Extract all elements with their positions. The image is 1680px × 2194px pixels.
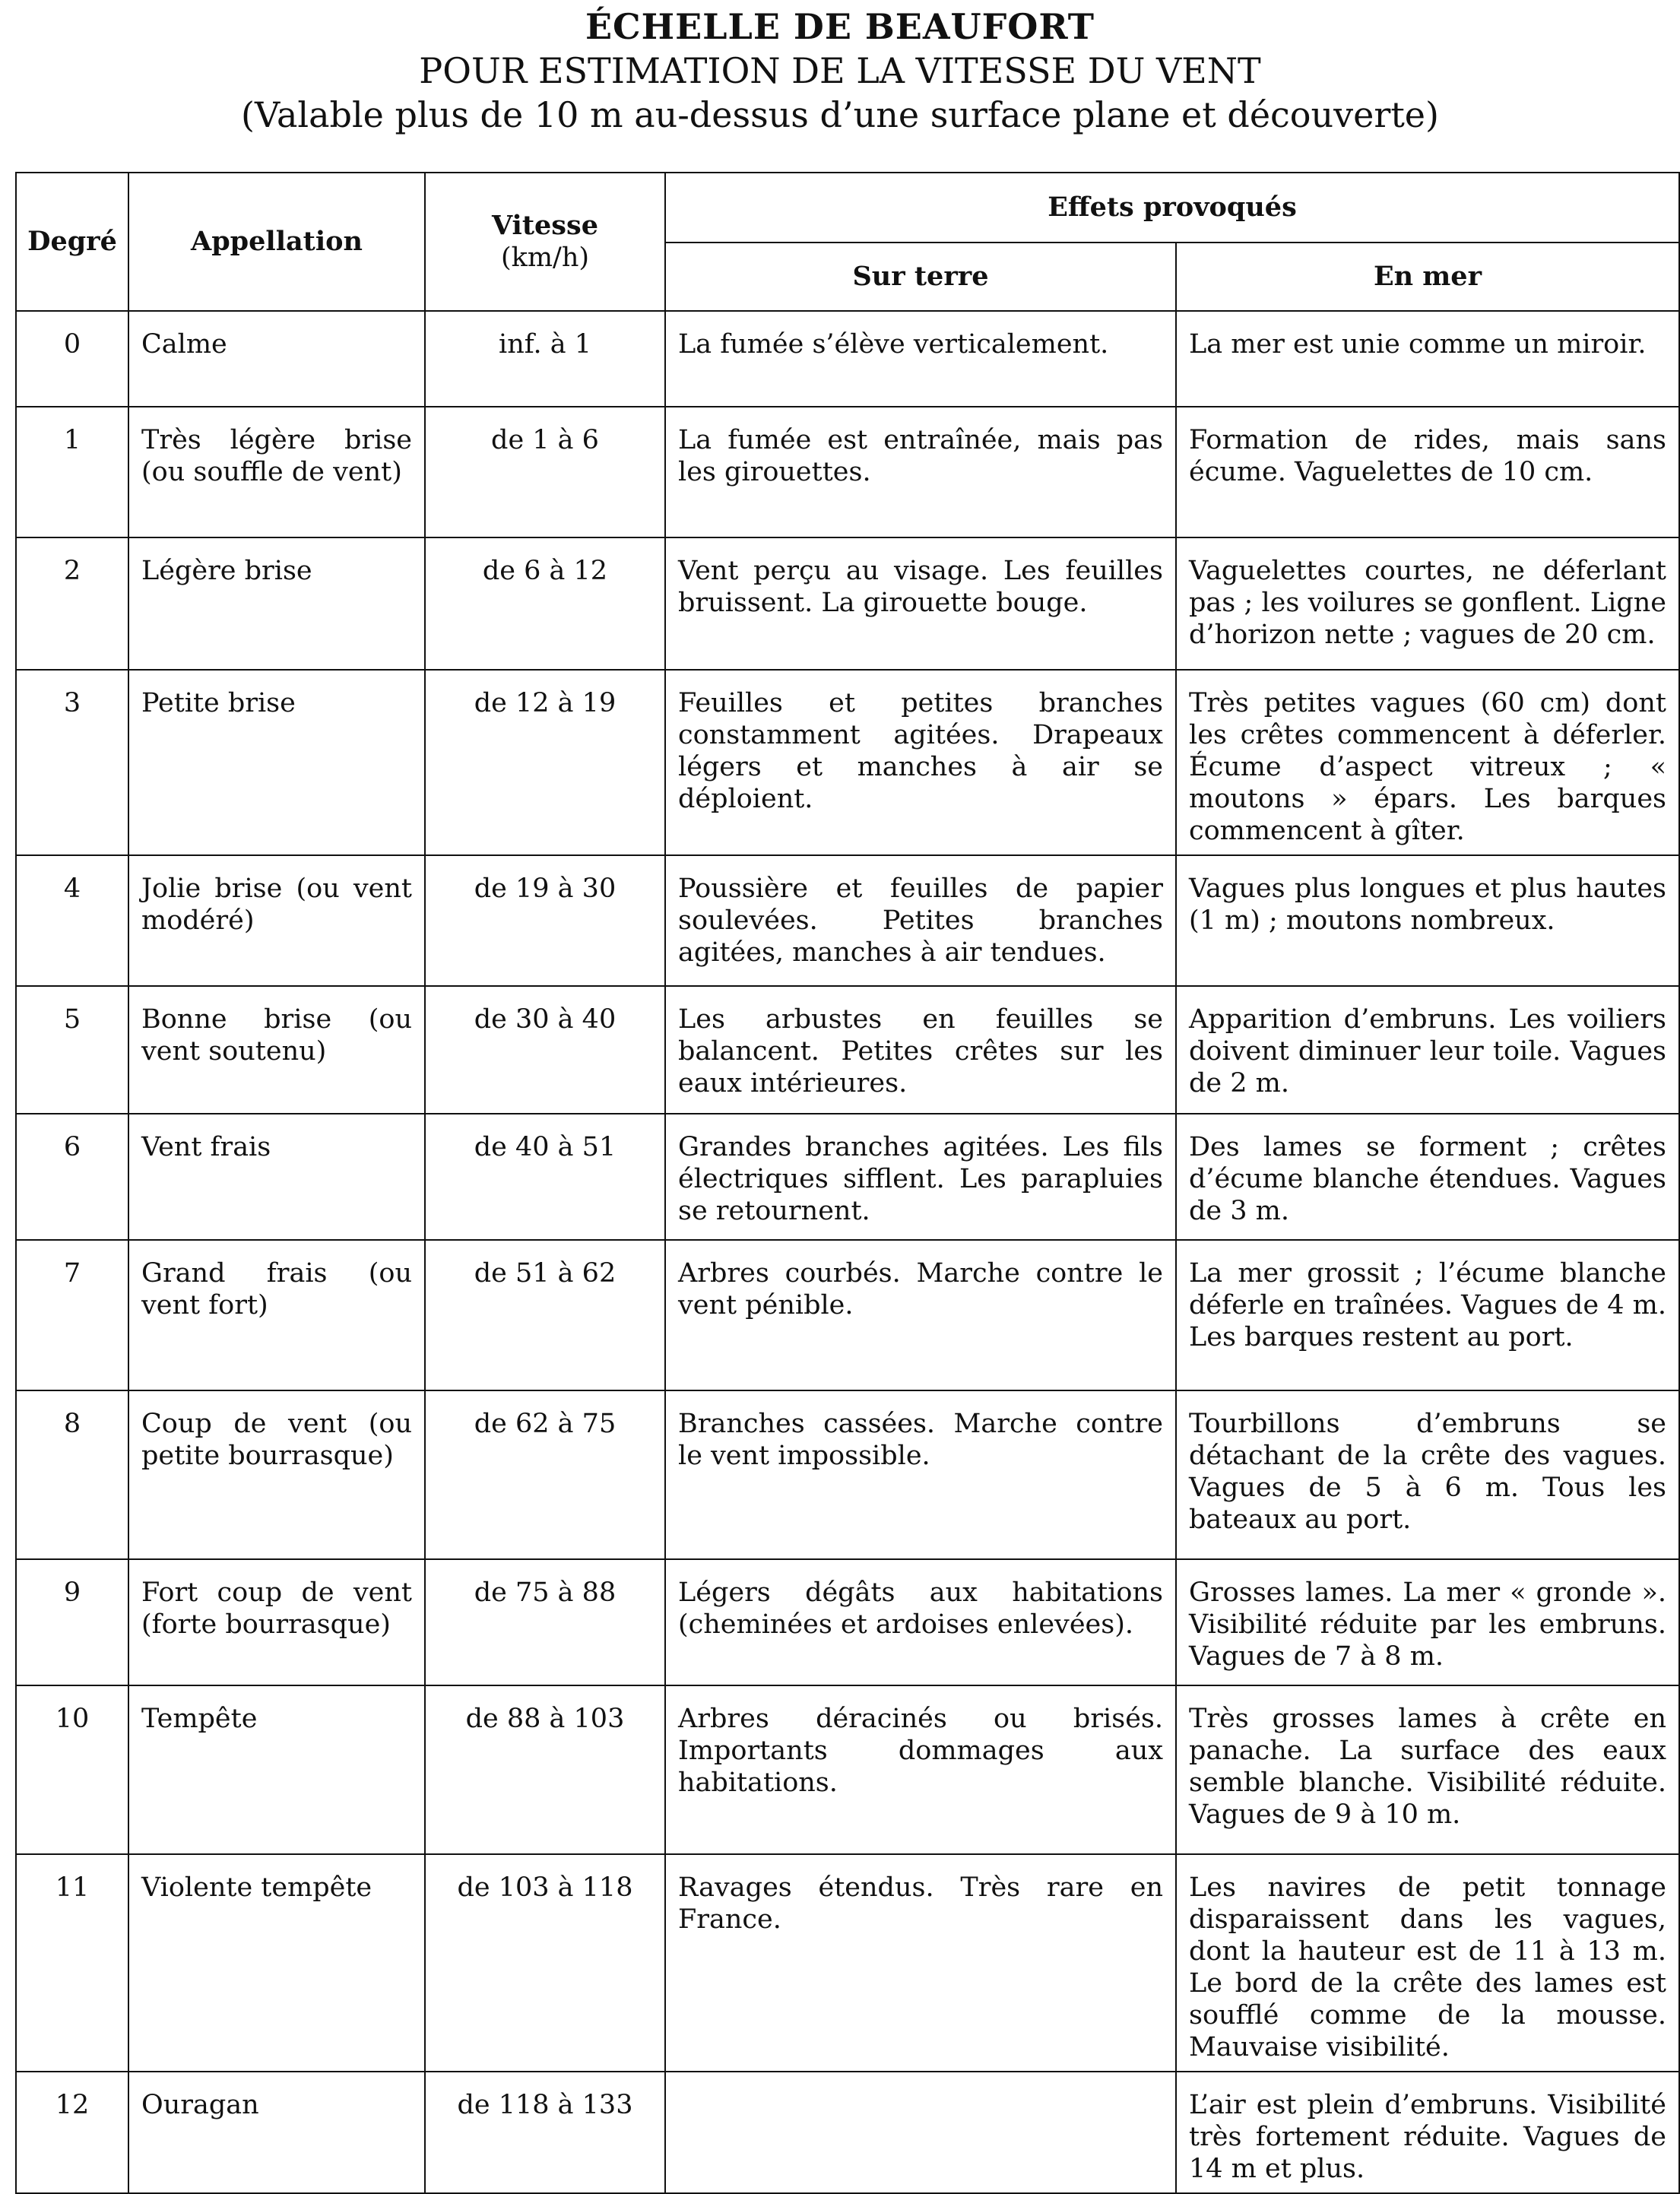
header-vitesse-unit: (km/h)	[500, 243, 590, 273]
cell-degre: 8	[16, 1390, 128, 1559]
cell-en-mer: Grosses lames. La mer « gronde ». Visibilité réduite par les embruns. Vagues de 7 à 8 m.	[1176, 1559, 1679, 1685]
table-row	[16, 2072, 1679, 2193]
cell-vitesse: de 12 à 19	[425, 670, 665, 855]
table-row	[16, 855, 1679, 986]
cell-degre: 6	[16, 1114, 128, 1240]
table-row	[16, 1854, 1679, 2072]
table-row	[16, 1114, 1679, 1240]
cell-degre: 2	[16, 537, 128, 670]
cell-appellation: Coup de vent (ou petite bourrasque)	[128, 1390, 425, 1559]
cell-appellation: Violente tempête	[128, 1854, 425, 2072]
cell-en-mer: Vagues plus longues et plus hautes (1 m) ; moutons nombreux.	[1176, 855, 1679, 986]
cell-sur-terre: La fumée est entraînée, mais pas les girouettes.	[665, 407, 1176, 537]
cell-sur-terre: Feuilles et petites branches constamment agitées. Drapeaux légers et manches à air se déploient.	[665, 670, 1176, 855]
table-row	[16, 670, 1679, 855]
header-vitesse	[425, 173, 665, 311]
cell-appellation: Grand frais (ou vent fort)	[128, 1240, 425, 1390]
cell-degre: 0	[16, 311, 128, 407]
cell-vitesse: de 75 à 88	[425, 1559, 665, 1685]
cell-appellation: Bonne brise (ou vent soutenu)	[128, 986, 425, 1114]
cell-en-mer: La mer est unie comme un miroir.	[1176, 311, 1679, 407]
cell-sur-terre: Arbres déracinés ou brisés. Importants dommages aux habitations.	[665, 1685, 1176, 1854]
cell-en-mer: Des lames se forment ; crêtes d’écume blanche étendues. Vagues de 3 m.	[1176, 1114, 1679, 1240]
cell-sur-terre: Arbres courbés. Marche contre le vent pénible.	[665, 1240, 1176, 1390]
cell-sur-terre: La fumée s’élève verticalement.	[665, 311, 1176, 407]
cell-sur-terre: Branches cassées. Marche contre le vent impossible.	[665, 1390, 1176, 1559]
title-line-2: POUR ESTIMATION DE LA VITESSE DU VENT	[419, 50, 1261, 91]
cell-vitesse: de 62 à 75	[425, 1390, 665, 1559]
cell-sur-terre: Ravages étendus. Très rare en France.	[665, 1854, 1176, 2072]
table-row	[16, 311, 1679, 407]
table-row	[16, 1240, 1679, 1390]
cell-vitesse: de 103 à 118	[425, 1854, 665, 2072]
cell-en-mer: Apparition d’embruns. Les voiliers doivent diminuer leur toile. Vagues de 2 m.	[1176, 986, 1679, 1114]
cell-degre: 4	[16, 855, 128, 986]
cell-appellation: Jolie brise (ou vent modéré)	[128, 855, 425, 986]
header-vitesse-label: Vitesse	[492, 210, 598, 241]
table-row	[16, 1685, 1679, 1854]
table-body	[16, 311, 1679, 2193]
cell-vitesse: de 40 à 51	[425, 1114, 665, 1240]
cell-en-mer: Formation de rides, mais sans écume. Vaguelettes de 10 cm.	[1176, 407, 1679, 537]
cell-en-mer: Les navires de petit tonnage disparaissent dans les vagues, dont la hauteur est de 11 à 13 m. Le bord de la crête des lames est soufflé comme de la mousse. Mauvaise visibilité.	[1176, 1854, 1679, 2072]
cell-appellation: Fort coup de vent (forte bourrasque)	[128, 1559, 425, 1685]
table-header	[16, 173, 1679, 311]
cell-degre: 1	[16, 407, 128, 537]
cell-vitesse: de 6 à 12	[425, 537, 665, 670]
header-en-mer: En mer	[1176, 243, 1679, 311]
header-appellation: Appellation	[128, 173, 425, 311]
cell-sur-terre: Grandes branches agitées. Les fils électriques sifflent. Les parapluies se retournent.	[665, 1114, 1176, 1240]
table-row	[16, 537, 1679, 670]
cell-appellation: Légère brise	[128, 537, 425, 670]
document-title	[0, 5, 1680, 137]
cell-vitesse: de 30 à 40	[425, 986, 665, 1114]
cell-vitesse: de 118 à 133	[425, 2072, 665, 2193]
cell-en-mer: L’air est plein d’embruns. Visibilité très fortement réduite. Vagues de 14 m et plus.	[1176, 2072, 1679, 2193]
cell-appellation: Vent frais	[128, 1114, 425, 1240]
cell-degre: 7	[16, 1240, 128, 1390]
cell-en-mer: Vaguelettes courtes, ne déferlant pas ; les voilures se gonflent. Ligne d’horizon nette ; vagues de 20 cm.	[1176, 537, 1679, 670]
cell-sur-terre: Légers dégâts aux habitations (cheminées et ardoises enlevées).	[665, 1559, 1176, 1685]
table-row	[16, 407, 1679, 537]
cell-sur-terre: Les arbustes en feuilles se balancent. Petites crêtes sur les eaux intérieures.	[665, 986, 1176, 1114]
cell-degre: 9	[16, 1559, 128, 1685]
cell-sur-terre: Vent perçu au visage. Les feuilles bruissent. La girouette bouge.	[665, 537, 1176, 670]
cell-degre: 10	[16, 1685, 128, 1854]
cell-en-mer: Très grosses lames à crête en panache. La surface des eaux semble blanche. Visibilité réduite. Vagues de 9 à 10 m.	[1176, 1685, 1679, 1854]
cell-appellation: Petite brise	[128, 670, 425, 855]
cell-degre: 11	[16, 1854, 128, 2072]
title-line-1: ÉCHELLE DE BEAUFORT	[585, 6, 1095, 47]
cell-degre: 5	[16, 986, 128, 1114]
cell-vitesse: de 1 à 6	[425, 407, 665, 537]
cell-vitesse: de 19 à 30	[425, 855, 665, 986]
cell-appellation: Calme	[128, 311, 425, 407]
cell-appellation: Très légère brise (ou souffle de vent)	[128, 407, 425, 537]
cell-degre: 3	[16, 670, 128, 855]
cell-en-mer: Très petites vagues (60 cm) dont les crêtes commencent à déferler. Écume d’aspect vitreux ; « moutons » épars. Les barques commencent à gîter.	[1176, 670, 1679, 855]
table-row	[16, 1390, 1679, 1559]
beaufort-table	[15, 172, 1680, 2194]
header-sur-terre: Sur terre	[665, 243, 1176, 311]
title-line-3: (Valable plus de 10 m au-dessus d’une surface plane et découverte)	[241, 94, 1439, 135]
cell-en-mer: Tourbillons d’embruns se détachant de la crête des vagues. Vagues de 5 à 6 m. Tous les bateaux au port.	[1176, 1390, 1679, 1559]
cell-vitesse: de 88 à 103	[425, 1685, 665, 1854]
header-effets: Effets provoqués	[665, 173, 1679, 243]
header-degre: Degré	[16, 173, 128, 311]
table-row	[16, 1559, 1679, 1685]
cell-vitesse: inf. à 1	[425, 311, 665, 407]
cell-appellation: Ouragan	[128, 2072, 425, 2193]
cell-sur-terre: Poussière et feuilles de papier soulevées. Petites branches agitées, manches à air tendues.	[665, 855, 1176, 986]
cell-sur-terre	[665, 2072, 1176, 2193]
cell-en-mer: La mer grossit ; l’écume blanche déferle en traînées. Vagues de 4 m. Les barques restent au port.	[1176, 1240, 1679, 1390]
cell-vitesse: de 51 à 62	[425, 1240, 665, 1390]
table-row	[16, 986, 1679, 1114]
cell-degre: 12	[16, 2072, 128, 2193]
cell-appellation: Tempête	[128, 1685, 425, 1854]
